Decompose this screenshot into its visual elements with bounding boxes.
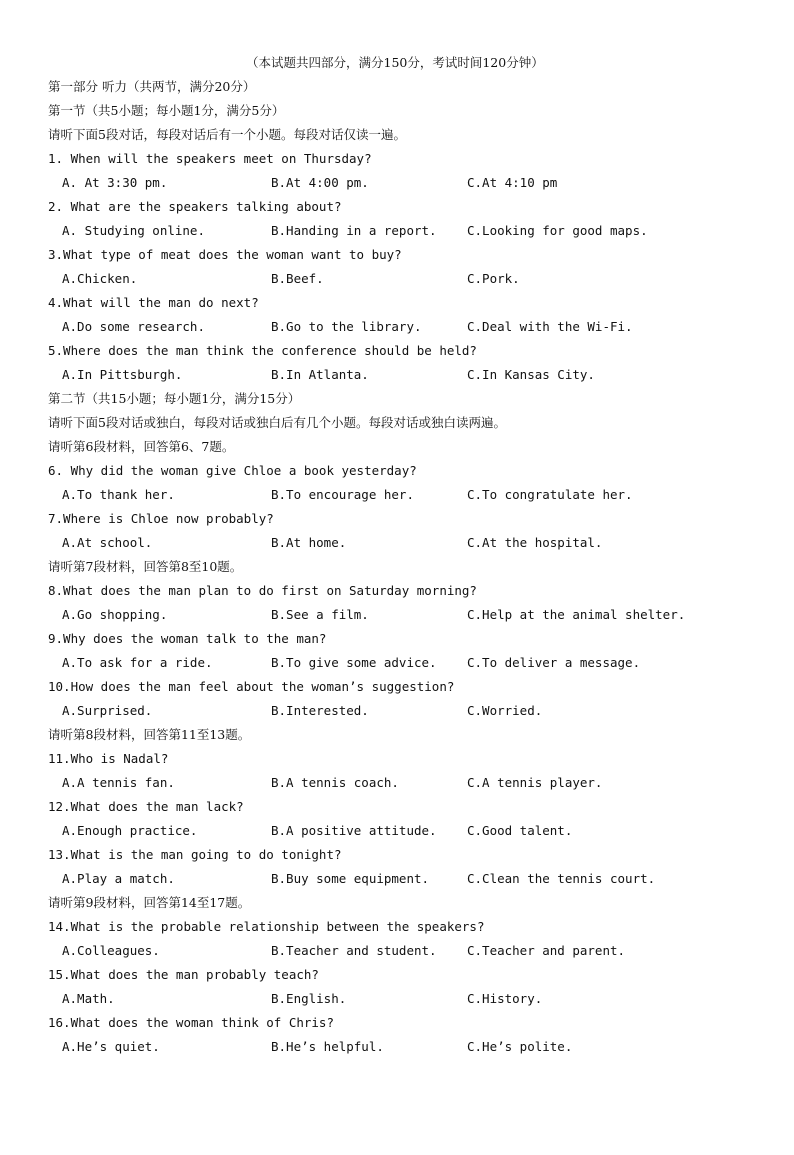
option-b: B.English.: [271, 991, 347, 1006]
option-c: C.Help at the animal shelter.: [467, 607, 686, 622]
question-8: 8.What does the man plan to do first on Saturday morning?: [48, 583, 477, 598]
option-c: C.To congratulate her.: [467, 487, 633, 502]
option-c: C.In Kansas City.: [467, 367, 595, 382]
option-b: B.At 4:00 pm.: [271, 175, 369, 190]
section1-title: 第一节（共5小题；每小题1分，满分5分）: [48, 103, 285, 118]
option-a: A.Enough practice.: [62, 823, 198, 838]
option-a: A.Do some research.: [62, 319, 205, 334]
option-b: B.A positive attitude.: [271, 823, 437, 838]
question-5: 5.Where does the man think the conference should be held?: [48, 343, 477, 358]
question-2-options: [48, 219, 768, 243]
option-c: C.Teacher and parent.: [467, 943, 626, 958]
question-12: 12.What does the man lack?: [48, 799, 244, 814]
option-b: B.See a film.: [271, 607, 369, 622]
question-8-options: [48, 603, 768, 627]
question-6-options: [48, 483, 768, 507]
option-c: C.Clean the tennis court.: [467, 871, 656, 886]
option-a: A.Math.: [62, 991, 115, 1006]
question-15: 15.What does the man probably teach?: [48, 967, 319, 982]
option-b: B.Go to the library.: [271, 319, 422, 334]
option-c: C.At 4:10 pm: [467, 175, 558, 190]
option-c: C.He’s polite.: [467, 1039, 573, 1054]
option-b: B.Beef.: [271, 271, 324, 286]
option-c: C.Looking for good maps.: [467, 223, 648, 238]
option-c: C.Good talent.: [467, 823, 573, 838]
question-15-options: [48, 987, 768, 1011]
material-8-instruction: 请听第8段材料，回答第11至13题。: [48, 727, 251, 742]
option-a: A.At school.: [62, 535, 153, 550]
question-11: 11.Who is Nadal?: [48, 751, 169, 766]
option-a: A.Surprised.: [62, 703, 153, 718]
question-9: 9.Why does the woman talk to the man?: [48, 631, 327, 646]
question-10-options: [48, 699, 768, 723]
option-a: A.To thank her.: [62, 487, 175, 502]
option-a: A.To ask for a ride.: [62, 655, 213, 670]
option-c: C.A tennis player.: [467, 775, 603, 790]
question-16-options: [48, 1035, 768, 1059]
question-10: 10.How does the man feel about the woman’s suggestion?: [48, 679, 455, 694]
option-a: A.Colleagues.: [62, 943, 160, 958]
option-a: A.In Pittsburgh.: [62, 367, 183, 382]
material-9-instruction: 请听第9段材料，回答第14至17题。: [48, 895, 251, 910]
option-b: B.He’s helpful.: [271, 1039, 384, 1054]
option-b: B.A tennis coach.: [271, 775, 399, 790]
material-6-instruction: 请听第6段材料，回答第6、7题。: [48, 439, 235, 454]
question-3-options: [48, 267, 768, 291]
option-b: B.Buy some equipment.: [271, 871, 430, 886]
section2-title: 第二节（共15小题；每小题1分，满分15分）: [48, 391, 301, 406]
part1-title: 第一部分 听力（共两节，满分20分）: [48, 79, 256, 94]
question-2: 2. What are the speakers talking about?: [48, 199, 342, 214]
question-3: 3.What type of meat does the woman want to buy?: [48, 247, 402, 262]
question-7: 7.Where is Chloe now probably?: [48, 511, 274, 526]
material-7-instruction: 请听第7段材料，回答第8至10题。: [48, 559, 243, 574]
exam-header: （本试题共四部分，满分150分，考试时间120分钟）: [246, 55, 544, 70]
question-7-options: [48, 531, 768, 555]
section1-instruction: 请听下面5段对话，每段对话后有一个小题。每段对话仅读一遍。: [48, 127, 406, 142]
option-c: C.History.: [467, 991, 543, 1006]
option-a: A.Chicken.: [62, 271, 138, 286]
option-b: B.Handing in a report.: [271, 223, 437, 238]
option-b: B.To encourage her.: [271, 487, 414, 502]
option-a: A. At 3:30 pm.: [62, 175, 168, 190]
question-1-options: [48, 171, 768, 195]
question-4: 4.What will the man do next?: [48, 295, 259, 310]
option-b: B.Teacher and student.: [271, 943, 437, 958]
option-b: B.In Atlanta.: [271, 367, 369, 382]
option-b: B.At home.: [271, 535, 347, 550]
option-a: A.A tennis fan.: [62, 775, 175, 790]
option-b: B.To give some advice.: [271, 655, 437, 670]
question-5-options: [48, 363, 768, 387]
option-c: C.Deal with the Wi-Fi.: [467, 319, 633, 334]
option-a: A.Play a match.: [62, 871, 175, 886]
question-13-options: [48, 867, 768, 891]
option-c: C.Pork.: [467, 271, 520, 286]
section2-instruction: 请听下面5段对话或独白，每段对话或独白后有几个小题。每段对话或独白读两遍。: [48, 415, 506, 430]
question-4-options: [48, 315, 768, 339]
option-b: B.Interested.: [271, 703, 369, 718]
option-c: C.At the hospital.: [467, 535, 603, 550]
option-c: C.Worried.: [467, 703, 543, 718]
question-11-options: [48, 771, 768, 795]
option-a: A.He’s quiet.: [62, 1039, 160, 1054]
question-12-options: [48, 819, 768, 843]
question-14: 14.What is the probable relationship between the speakers?: [48, 919, 485, 934]
question-9-options: [48, 651, 768, 675]
option-a: A. Studying online.: [62, 223, 205, 238]
question-13: 13.What is the man going to do tonight?: [48, 847, 342, 862]
question-14-options: [48, 939, 768, 963]
question-16: 16.What does the woman think of Chris?: [48, 1015, 334, 1030]
exam-page: [48, 51, 768, 1059]
option-c: C.To deliver a message.: [467, 655, 641, 670]
option-a: A.Go shopping.: [62, 607, 168, 622]
question-6: 6. Why did the woman give Chloe a book yesterday?: [48, 463, 417, 478]
question-1: 1. When will the speakers meet on Thursday?: [48, 151, 372, 166]
